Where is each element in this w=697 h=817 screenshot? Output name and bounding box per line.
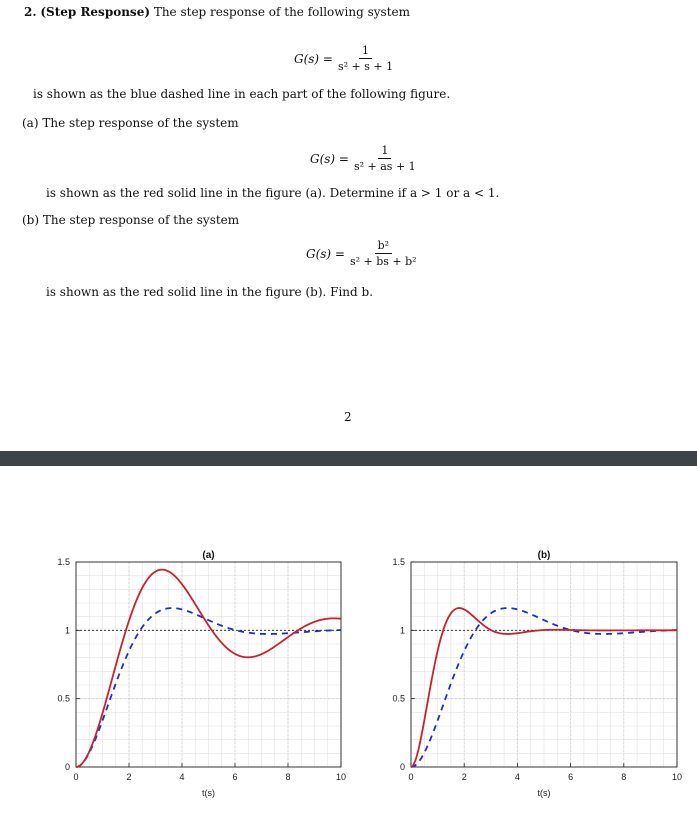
equation-lhs: G(s) = [294,51,333,66]
part-a-question: is shown as the red solid line in the figure (a). Determine if a > 1 or a < 1. [46,186,500,200]
problem-title: (Step Response) [40,5,150,19]
equation-base [294,44,393,73]
part-a-label: (a) [22,116,39,130]
x-tick-label: 0 [408,772,414,782]
y-tick-label: 0.5 [57,693,70,704]
x-tick-label: 2 [461,772,467,782]
x-axis-label: t(s) [537,788,551,798]
equation-a-lhs: G(s) = [310,151,349,166]
y-tick-label: 1.5 [57,557,70,567]
problem-intro: The step response of the following system [153,5,411,19]
x-tick-label: 0 [73,772,79,782]
part-b-text: The step response of the system [42,213,240,227]
x-tick-label: 10 [671,772,683,782]
y-tick-label: 1 [399,625,405,636]
x-tick-label: 6 [568,772,574,782]
page-separator [0,451,697,466]
part-b-label: (b) [22,213,40,227]
equation-denominator: s² + s + 1 [337,60,394,73]
problem-line2: is shown as the blue dashed line in each part of the following figure. [33,87,451,101]
x-tick-label: 8 [285,772,291,782]
y-tick-label: 0.5 [392,693,405,704]
part-b-question: is shown as the red solid line in the figure (b). Find b. [46,285,374,299]
chart-title: (a) [202,550,215,561]
equation-numerator: 1 [359,44,372,59]
x-tick-label: 2 [126,772,132,782]
x-tick-label: 6 [232,772,238,782]
equation-a [310,144,416,173]
part-a-text: The step response of the system [42,116,239,130]
chart-title: (b) [537,550,551,561]
page-number: 2 [344,410,352,424]
y-tick-label: 1.5 [392,557,405,567]
y-tick-label: 0 [64,762,70,772]
part-b-heading [22,213,239,227]
equation-b [306,239,417,268]
equation-b-denominator: s² + bs + b² [349,255,417,268]
problem-heading [24,5,410,19]
x-tick-label: 10 [335,772,347,782]
x-tick-label: 4 [514,772,520,782]
y-tick-label: 0 [399,762,405,772]
equation-b-numerator: b² [375,239,392,254]
equation-a-denominator: s² + as + 1 [353,160,416,173]
equation-a-numerator: 1 [378,144,391,159]
y-tick-label: 1 [64,625,70,636]
x-axis-label: t(s) [202,788,215,798]
x-tick-label: 8 [621,772,627,782]
problem-number: 2. [24,5,37,19]
equation-b-lhs: G(s) = [306,246,345,261]
x-tick-label: 4 [179,772,185,782]
step-response-figure [0,466,697,806]
part-a-heading [22,116,239,130]
